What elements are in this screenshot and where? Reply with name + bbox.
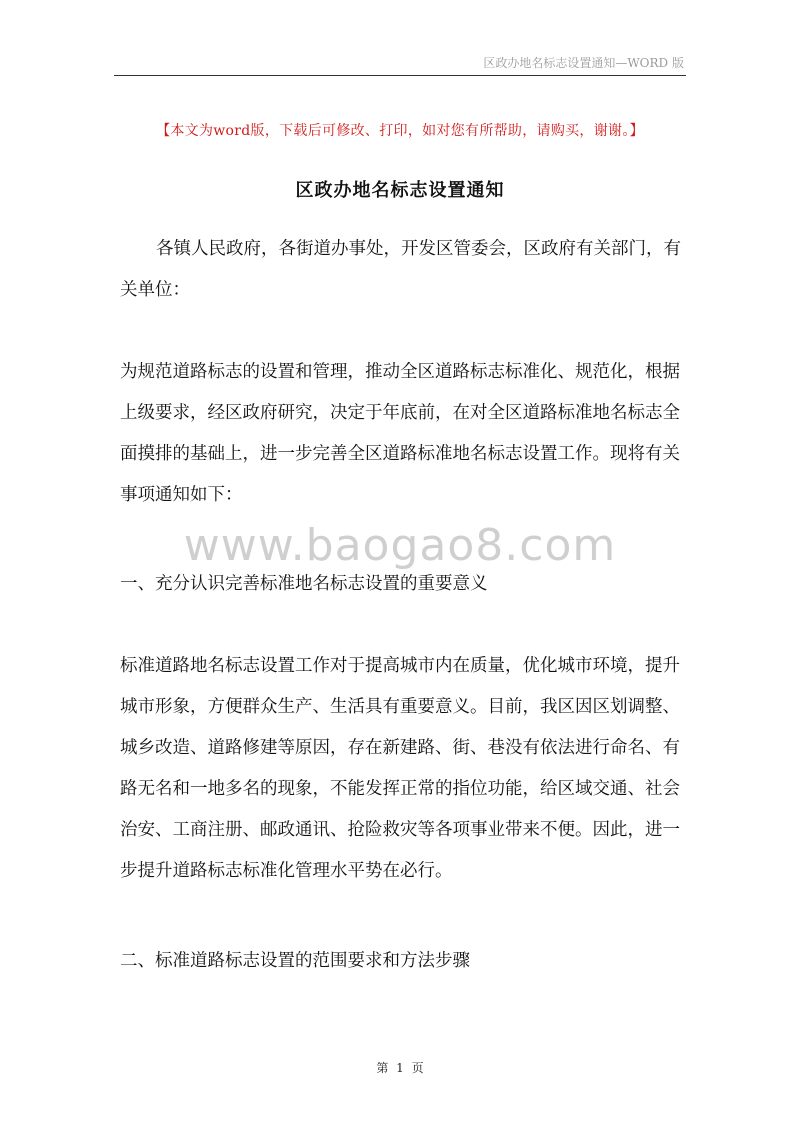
salutation-paragraph: 各镇人民政府，各街道办事处，开发区管委会，区政府有关部门，有关单位：	[120, 239, 681, 300]
footer-suffix: 页	[411, 1061, 424, 1075]
section-heading-2: 二、标准道路标志设置的范围要求和方法步骤	[120, 951, 470, 971]
watermark: www.baogao8.com	[183, 520, 617, 571]
page-number: 1	[396, 1061, 404, 1075]
page-footer	[0, 1059, 800, 1076]
section-heading-1: 一、充分认识完善标准地名标志设置的重要意义	[120, 574, 488, 594]
intro-paragraph: 为规范道路标志的设置和管理，推动全区道路标志标准化、规范化，根据上级要求，经区政府研究，决定于年底前，在对全区道路标准地名标志全面摸排的基础上，进一步完善全区道路标准地名标志设置工作。现将有关事项通知如下：	[120, 362, 680, 505]
running-header: 区政办地名标志设置通知—WORD 版	[483, 56, 684, 70]
purchase-notice: 【本文为word版，下载后可修改、打印，如对您有所帮助，请购买，谢谢。】	[156, 123, 644, 139]
footer-prefix: 第	[376, 1061, 389, 1075]
header-divider	[114, 75, 686, 76]
document-title: 区政办地名标志设置通知	[295, 180, 505, 201]
section-1-paragraph: 标准道路地名标志设置工作对于提高城市内在质量，优化城市环境，提升城市形象，方便群众生产、生活具有重要意义。目前，我区因区划调整、城乡改造、道路修建等原因，存在新建路、街、巷没有依法进行命名、有路无名和一地多名的现象，不能发挥正常的指位功能，给区域交通、社会治安、工商注册、邮政通讯、抢险救灾等各项事业带来不便。因此，进一步提升道路标志标准化管理水平势在必行。	[120, 656, 680, 881]
